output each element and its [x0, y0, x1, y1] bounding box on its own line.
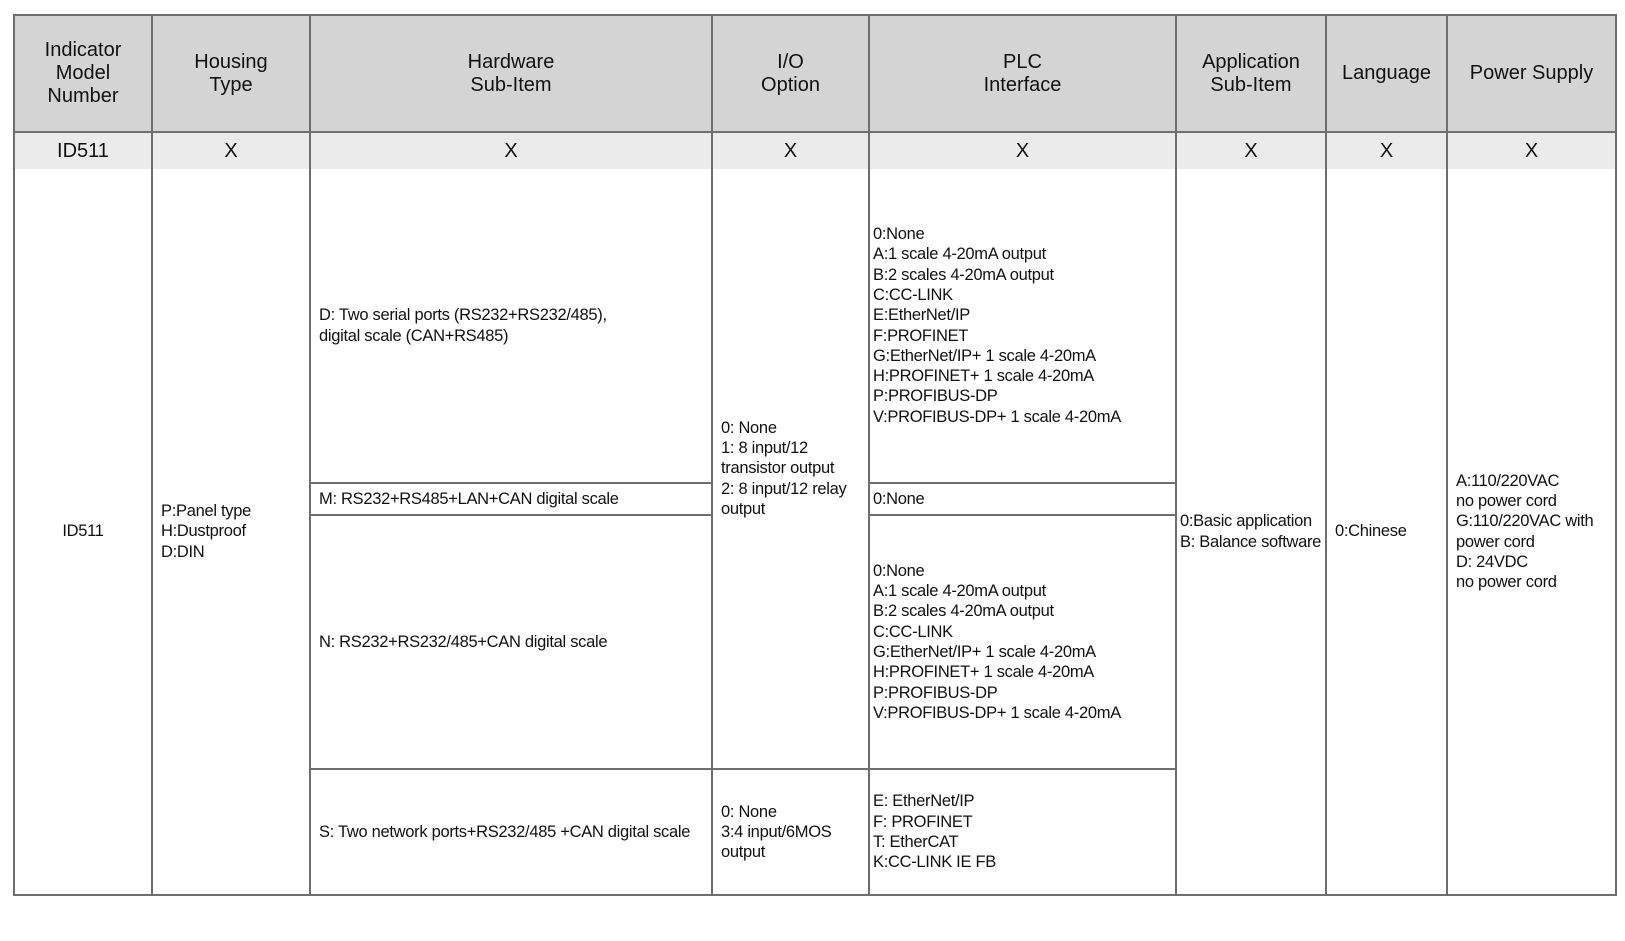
hardware-option-n: N: RS232+RS232/485+CAN digital scale [310, 515, 712, 769]
header-application-sub-item: Application Sub-Item [1176, 15, 1326, 132]
header-indicator-model-number: Indicator Model Number [14, 15, 152, 132]
code-housing: X [152, 132, 310, 169]
code-io: X [712, 132, 869, 169]
code-application: X [1176, 132, 1326, 169]
header-power-supply: Power Supply [1447, 15, 1616, 132]
hardware-option-s: S: Two network ports+RS232/485 +CAN digital scale [310, 769, 712, 895]
header-housing-type: Housing Type [152, 15, 310, 132]
header-hardware-sub-item: Hardware Sub-Item [310, 15, 712, 132]
hardware-option-d: D: Two serial ports (RS232+RS232/485), digital scale (CAN+RS485) [310, 169, 712, 483]
plc-options-s: E: EtherNet/IP F: PROFINET T: EtherCAT K:CC-LINK IE FB [869, 769, 1176, 895]
code-power: X [1447, 132, 1616, 169]
table-row [14, 169, 1616, 483]
code-row [14, 132, 1616, 169]
plc-options-n: 0:None A:1 scale 4-20mA output B:2 scales 4-20mA output C:CC-LINK G:EtherNet/IP+ 1 scale 4-20mA H:PROFINET+ 1 scale 4-20mA P:PROFIBUS-DP V:PROFIBUS-DP+ 1 scale 4-20mA [869, 515, 1176, 769]
hardware-option-m: M: RS232+RS485+LAN+CAN digital scale [310, 483, 712, 515]
code-hardware: X [310, 132, 712, 169]
code-language: X [1326, 132, 1447, 169]
header-io-option: I/O Option [712, 15, 869, 132]
language-options-cell: 0:Chinese [1326, 169, 1447, 895]
code-model: ID511 [14, 132, 152, 169]
power-supply-options-cell: A:110/220VAC no power cord G:110/220VAC with power cord D: 24VDC no power cord [1447, 169, 1616, 895]
header-language: Language [1326, 15, 1447, 132]
application-options-cell: 0:Basic application B: Balance software [1176, 169, 1326, 895]
code-plc: X [869, 132, 1176, 169]
header-row [14, 15, 1616, 132]
io-options-group-2: 0: None 3:4 input/6MOS output [712, 769, 869, 895]
header-plc-interface: PLC Interface [869, 15, 1176, 132]
model-number-cell: ID511 [14, 169, 152, 895]
model-selection-table [13, 14, 1617, 896]
io-options-group-1: 0: None 1: 8 input/12 transistor output 2: 8 input/12 relay output [712, 169, 869, 769]
plc-options-m: 0:None [869, 483, 1176, 515]
plc-options-d: 0:None A:1 scale 4-20mA output B:2 scales 4-20mA output C:CC-LINK E:EtherNet/IP F:PROFINET G:EtherNet/IP+ 1 scale 4-20mA H:PROFINET+ 1 scale 4-20mA P:PROFIBUS-DP V:PROFIBUS-DP+ 1 scale 4-20mA [869, 169, 1176, 483]
housing-options-cell: P:Panel type H:Dustproof D:DIN [152, 169, 310, 895]
